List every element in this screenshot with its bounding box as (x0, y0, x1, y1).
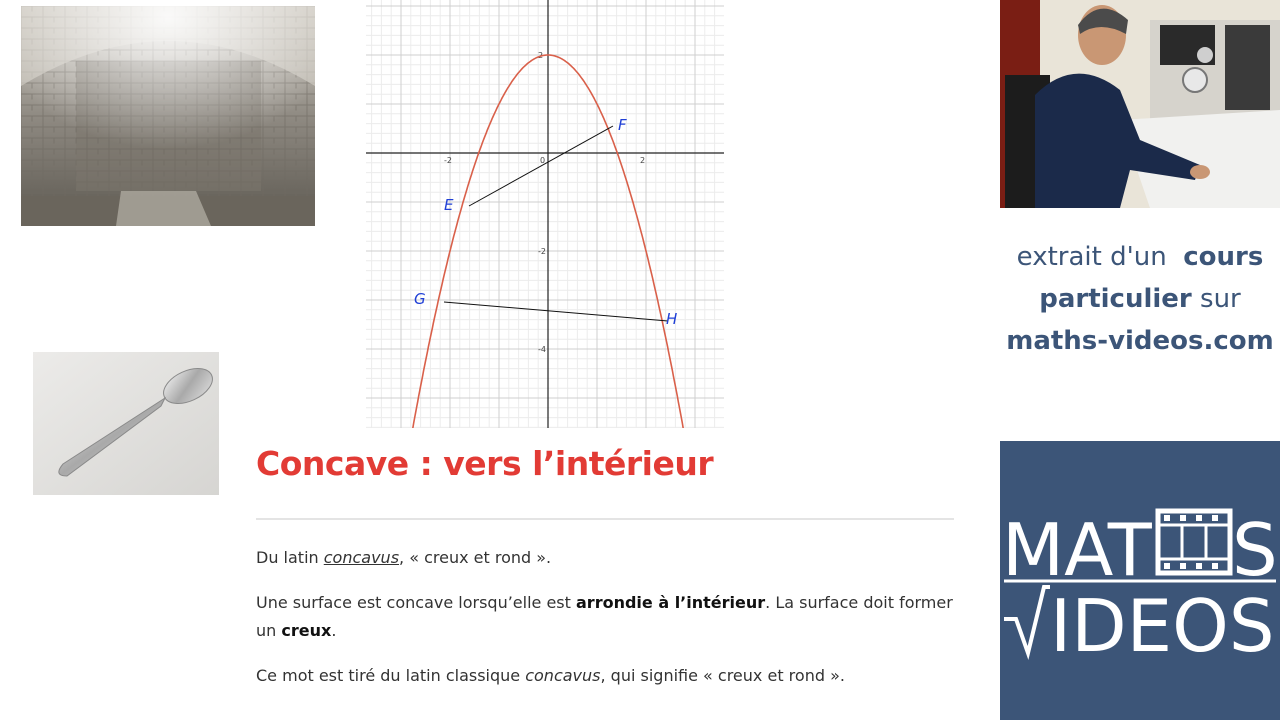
logo-text-top-left: MAT (1002, 508, 1152, 592)
maths-videos-logo (1000, 441, 1280, 720)
site-link[interactable]: maths-videos.com (1006, 326, 1274, 356)
paragraph-3: Ce mot est tiré du latin classique concavus, qui signifie « creux et rond ». (256, 666, 845, 685)
chord-gh (444, 302, 668, 321)
cellar-photo (21, 6, 315, 226)
logo-text-top-right: S (1232, 508, 1278, 592)
concavus-link[interactable]: concavus (323, 548, 400, 567)
teacher-webcam (1000, 0, 1280, 208)
point-label-f: F (618, 116, 627, 134)
promo-text-plain-2: sur (1200, 284, 1241, 314)
promo-text (1000, 236, 1280, 362)
point-label-g: G (414, 290, 426, 308)
point-label-h: H (666, 310, 678, 328)
y-tick-label: -2 (538, 247, 546, 256)
film-strip-icon (1158, 511, 1230, 573)
square-root-icon (1004, 587, 1050, 653)
x-tick-label: -2 (444, 156, 452, 165)
y-tick-label: 2 (538, 51, 544, 60)
divider (256, 518, 954, 520)
paragraph-2: Une surface est concave lorsqu’elle est arrondie à l’intérieur. La surface doit former un creux. (256, 593, 953, 640)
parabola-graph (366, 0, 724, 428)
article-title: Concave : vers l’intérieur (256, 444, 714, 483)
y-tick-label: -4 (538, 345, 546, 354)
spoon-photo (33, 352, 219, 495)
promo-line-1 (1000, 236, 1280, 278)
article (256, 434, 956, 690)
x-tick-label: 0 (540, 156, 546, 165)
promo-text-bold: cours (1183, 242, 1264, 272)
chord-ef (469, 126, 613, 206)
promo-line-2 (1000, 278, 1280, 320)
point-label-e: E (444, 196, 454, 214)
promo-text-bold-2: particulier (1039, 284, 1192, 314)
x-tick-label: 2 (640, 156, 646, 165)
paragraph-1: Du latin concavus, « creux et rond ». (256, 548, 552, 567)
promo-text-plain: extrait d'un (1016, 242, 1167, 272)
logo-text-bottom: IDEOS (1050, 584, 1275, 668)
